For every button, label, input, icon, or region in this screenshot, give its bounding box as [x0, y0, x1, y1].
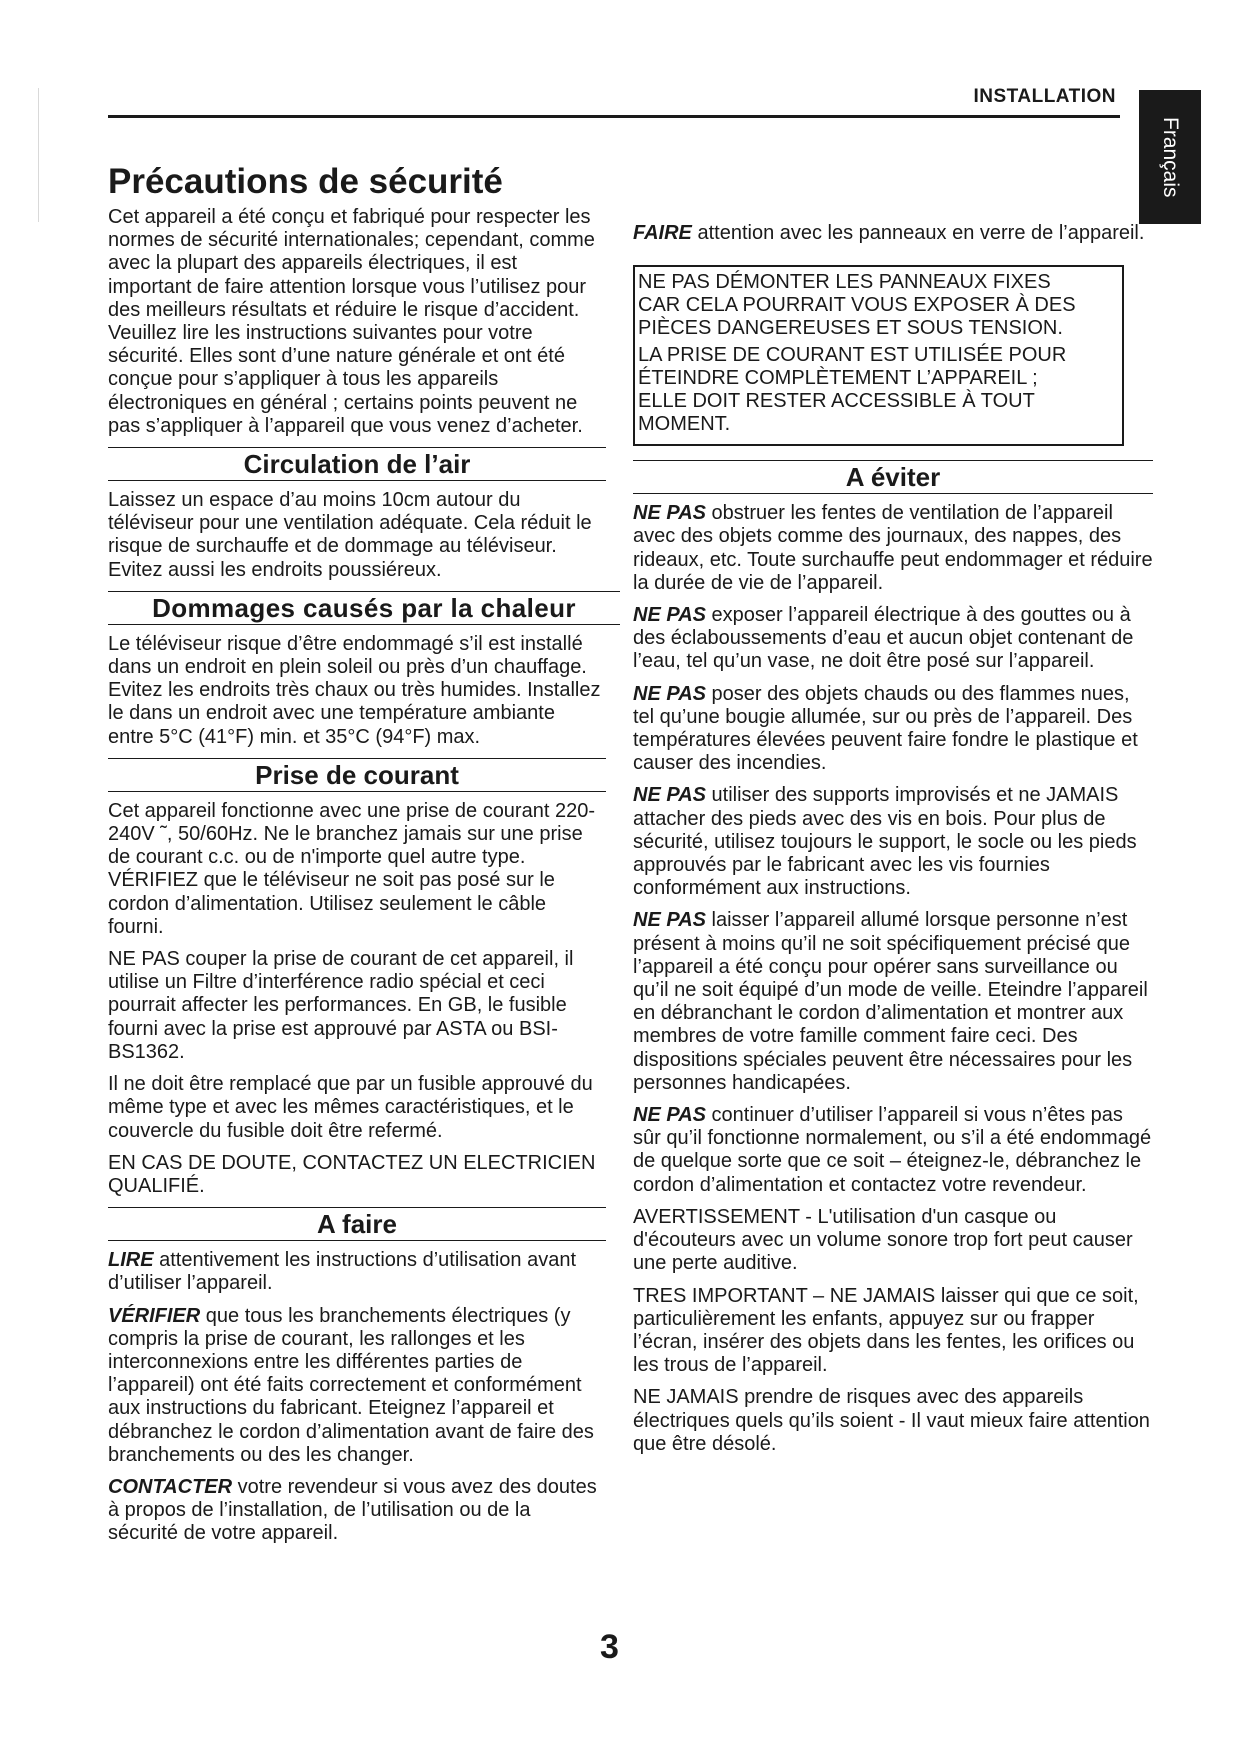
do-item-text: attentivement les instructions d’utilisation avant d’utiliser l’appareil.	[108, 1249, 577, 1295]
very-important-note: TRES IMPORTANT – NE JAMAIS laisser qui que ce soit, particulièrement les enfants, appuyez sur ou frapper l’écran, insérer des objets dans les fentes, les orifices ou les trous de l’appareil.	[633, 1284, 1139, 1377]
intro-paragraph: Cet appareil a été conçu et fabriqué pour respecter les normes de sécurité internationales; cependant, comme avec la plupart des appareils électriques, il est important de faire attention lorsque vous l’utilisez pour des meilleurs résultats et réduire le risque d’accident. Veuillez lire les instructions suivantes pour votre sécurité. Elles sont d’une nature générale et ont été conçue pour s’appliquer à tous les appareils électroniques en général ; certains points peuvent ne pas s’appliquer à l’appareil que vous venez d’acheter.	[108, 206, 595, 437]
do-item	[108, 1305, 606, 1467]
heading-air-circulation: Circulation de l’air	[108, 447, 606, 481]
power-paragraph: Cet appareil fonctionne avec une prise de courant 220-240V ˜, 50/60Hz. Ne le branchez jamais sur une prise de courant c.c. ou de n'importe quel autre type. VÉRIFIEZ que le téléviseur ne soit pas posé sur le cordon d’alimentation. Utilisez seulement le câble fourni.	[108, 799, 595, 938]
avoid-item	[633, 604, 1153, 674]
do-item-text: que tous les branchements électriques (y compris la prise de courant, les rallonges et les interconnexions entre les différentes parties de l’appareil) ont été faits correctement et conformément aux instructions du fabricant. Eteignez l’appareil et débranchez le cordon d’alimentation avant de faire des branchements ou des les changer.	[108, 1304, 594, 1466]
left-column	[108, 206, 606, 1555]
do-item	[108, 1249, 606, 1295]
page-number: 3	[600, 1628, 619, 1666]
warning-panels	[638, 271, 1118, 340]
avoid-item	[633, 502, 1153, 595]
do-item-lead: LIRE	[108, 1249, 154, 1272]
warning-line: CAR CELA POURRAIT VOUS EXPOSER À DES	[638, 294, 1076, 317]
do-item	[108, 1476, 606, 1546]
avoid-item-text: utiliser des supports improvisés et ne JAMAIS attacher des pieds avec des vis en bois. Pour plus de sécurité, utilisez toujours le support, le socle ou les pieds approuvés par le fabricant avec les vis fournies conformément aux instructions.	[633, 784, 1137, 900]
warning-line: MOMENT.	[638, 413, 731, 436]
avoid-item-lead: NE PAS	[633, 909, 706, 932]
language-tab	[1139, 90, 1201, 224]
avoid-item	[633, 784, 1153, 900]
never-take-risks-note: NE JAMAIS prendre de risques avec des appareils électriques quels qu’ils soient - Il vaut mieux faire attention que être désolé.	[633, 1386, 1150, 1455]
warning-line: NE PAS DÉMONTER LES PANNEAUX FIXES	[638, 271, 1051, 294]
page-edge-line	[38, 88, 39, 222]
power-paragraph: EN CAS DE DOUTE, CONTACTEZ UN ELECTRICIEN QUALIFIÉ.	[108, 1151, 596, 1197]
warning-line: ELLE DOIT RESTER ACCESSIBLE À TOUT	[638, 390, 1035, 413]
heading-power-outlet: Prise de courant	[108, 758, 606, 792]
heading-avoid: A éviter	[633, 460, 1153, 494]
avoid-item	[633, 909, 1153, 1095]
warning-plug	[638, 344, 1118, 436]
avoid-item-lead: NE PAS	[633, 502, 706, 525]
heading-do: A faire	[108, 1207, 606, 1241]
avoid-item-lead: NE PAS	[633, 604, 706, 627]
power-paragraph: NE PAS couper la prise de courant de cet appareil, il utilise un Filtre d’interférence radio spécial et ceci pourrait affecter les performances. En GB, le fusible fourni avec la prise est approuvé par ASTA ou BSI-BS1362.	[108, 948, 574, 1063]
section-label: INSTALLATION	[973, 86, 1116, 107]
warning-line: PIÈCES DANGEREUSES ET SOUS TENSION.	[638, 317, 1063, 340]
avoid-item	[633, 683, 1153, 776]
heading-heat-damage: Dommages causés par la chaleur	[108, 591, 620, 625]
do-item-text: votre revendeur si vous avez des doutes à propos de l’installation, de l’utilisation ou de la sécurité de votre appareil.	[108, 1475, 597, 1545]
power-paragraph: Il ne doit être remplacé que par un fusible approuvé du même type et avec les mêmes caractéristiques, et le couvercle du fusible doit être refermé.	[108, 1073, 593, 1142]
do-item-lead: CONTACTER	[108, 1475, 233, 1498]
avoid-item-text: poser des objets chauds ou des flammes nues, tel qu’une bougie allumée, sur ou près de l’appareil. Des températures élevées peuvent faire fondre le plastique et causer des incendies.	[633, 682, 1138, 775]
avoid-item-text: laisser l’appareil allumé lorsque personne n’est présent à moins qu’il ne soit spécifiquement précisé que l’appareil a été conçu pour opérer sans surveillance ou qu’il ne soit équipé d’un mode de veille. Eteindre l’appareil en débranchant le cordon d’alimentation et montrer aux membres de votre famille comment faire ceci. Des dispositions spéciales peuvent être nécessaires pour les personnes handicapées.	[633, 909, 1148, 1094]
right-column	[633, 222, 1153, 1465]
avoid-item	[633, 1104, 1153, 1197]
hearing-warning: AVERTISSEMENT - L'utilisation d'un casque ou d'écouteurs avec un volume sonore trop fort peut causer une perte auditive.	[633, 1205, 1133, 1275]
glass-panels-note	[633, 222, 1153, 245]
header-rule	[108, 115, 1120, 118]
avoid-item-lead: NE PAS	[633, 784, 706, 807]
heat-damage-text: Le téléviseur risque d’être endommagé s’il est installé dans un endroit en plein soleil ou près d’un chauffage. Evitez les endroits très chaux ou très humides. Installez le dans un endroit avec une température ambiante entre 5°C (41°F) min. et 35°C (94°F) max.	[108, 632, 601, 748]
avoid-item-text: obstruer les fentes de ventilation de l’appareil avec des objets comme des journaux, des nappes, des rideaux, etc. Toute surchauffe peut endommager et réduire la durée de vie de l’appareil.	[633, 502, 1153, 594]
warning-box	[633, 265, 1124, 446]
warning-line: ÉTEINDRE COMPLÈTEMENT L’APPAREIL ;	[638, 367, 1038, 390]
page-title: Précautions de sécurité	[108, 162, 503, 201]
faire-lead: FAIRE	[633, 222, 692, 244]
avoid-item-text: continuer d’utiliser l’appareil si vous n’êtes pas sûr qu’il fonctionne normalement, ou s’il a été endommagé de quelque sorte que ce soit – éteignez-le, débranchez le cordon d’alimentation et contactez votre revendeur.	[633, 1104, 1152, 1196]
faire-text: attention avec les panneaux en verre de l’appareil.	[691, 222, 1145, 244]
air-circulation-text: Laissez un espace d’au moins 10cm autour du téléviseur pour une ventilation adéquate. Cela réduit le risque de surchauffe et de dommage au téléviseur. Evitez aussi les endroits poussiéreux.	[108, 489, 592, 581]
avoid-item-lead: NE PAS	[633, 682, 706, 705]
language-tab-label: Français	[1159, 116, 1182, 198]
avoid-item-text: exposer l’appareil électrique à des gouttes ou à des éclaboussements d’eau et aucun objet contenant de l’eau, tel qu’un vase, ne doit être posé sur l’appareil.	[633, 604, 1134, 673]
avoid-item-lead: NE PAS	[633, 1104, 706, 1127]
do-item-lead: VÉRIFIER	[108, 1304, 201, 1327]
warning-line: LA PRISE DE COURANT EST UTILISÉE POUR	[638, 344, 1067, 367]
